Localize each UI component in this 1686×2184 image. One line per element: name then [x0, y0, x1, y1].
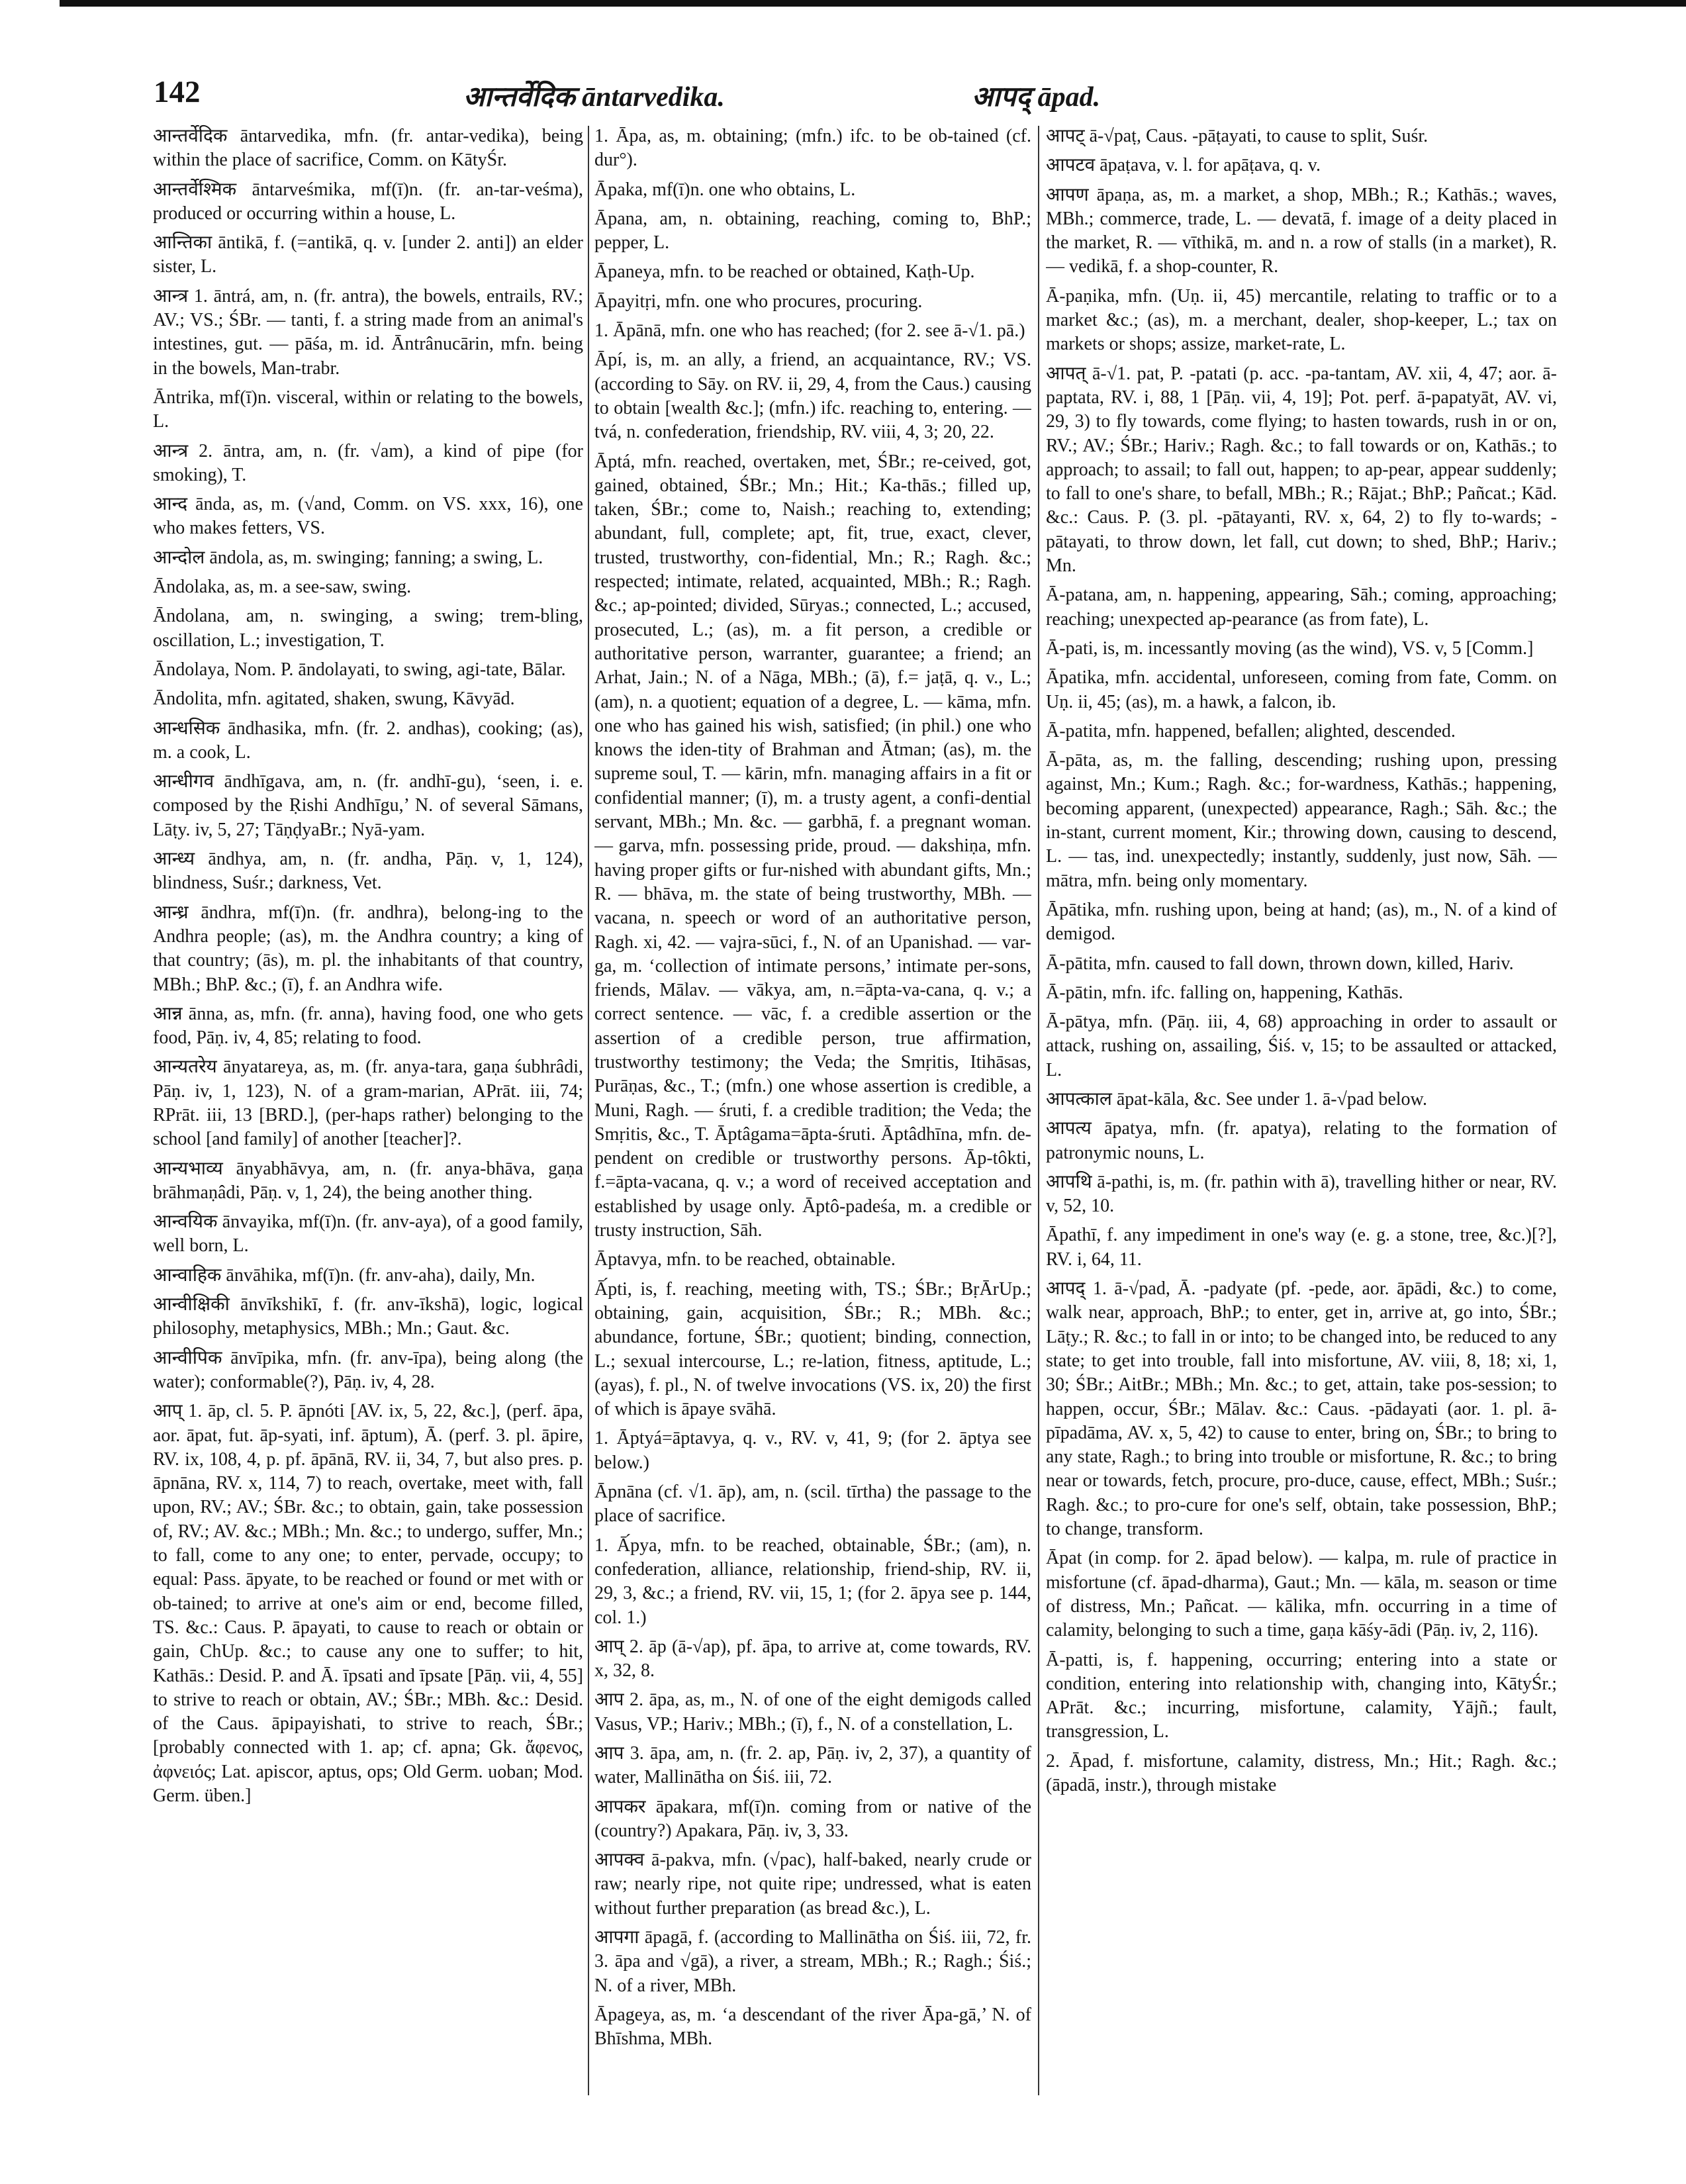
dictionary-entry: आपद् 1. ā-√pad, Ā. -padyate (pf. -pede, aor. āpādi, &c.) to come, walk near, approach, BhP.; to enter, get in, arrive at, go into, ŚBr.; Lāṭy.; R. &c.; to fall in or into; to be changed into, be reduced to any state; to get into trouble, fall into misfortune, AV. viii, 8, 18; xi, 1, 30; ŚBr.; AitBr.; MBh.; Mn. &c.; to get, attain, take pos-session; to happen, occur, ŚBr.; Mālav. &c.: Caus. -pādayati (aor. 1. pl. ā-pīpadāma, AV. x, 5, 42) to cause to enter, bring on, ŚBr.; to bring to any state, Ragh.; to bring into trouble or misfortune, R. &c.; to bring near or towards, fetch, procure, pro-duce, cause, effect, MBh.; Suśr.; Ragh. &c.; to pro-cure for one's self, obtain, take possession, BhP.; to change, transform. [1046, 1278, 1557, 1540]
dictionary-entry: Āpathī, f. any impediment in one's way (e. g. a stone, tree, &c.)[?], RV. i, 64, 11. [1046, 1225, 1557, 1270]
dictionary-entry: Āndolana, am, n. swinging, a swing; trem-bling, oscillation, L.; investigation, T. [153, 606, 583, 651]
dictionary-entry: Āpageya, as, m. ‘a descendant of the river Āpa-gā,’ N. of Bhīshma, MBh. [594, 2004, 1031, 2050]
dictionary-entry: Āptá, mfn. reached, overtaken, met, ŚBr.; re-ceived, got, gained, obtained, ŚBr.; Mn.; Hit.; Ka-thās.; filled up, taken, ŚBr.; come to, Naish.; reaching to, extending; abundant, full, complete; apt, fit, true, exact, clever, trusted, trustworthy, con-fidential, Mn.; R.; Ragh. &c.; respected; intimate, related, acquainted, MBh.; R.; Ragh. &c.; ap-pointed; divided, Sūryas.; connected, L.; accused, prosecuted, L.; (as), m. a fit person, a credible or authoritative person, warranter, guarantee; a friend; an Arhat, Jain.; N. of a Nāga, MBh.; (ā), f.= jaṭā, q. v., L.; (am), n. a quotient; equation of a degree, L. — kāma, mfn. one who has gained his wish, satisfied; (in phil.) one who knows the iden-tity of Brahman and Ātman; (as), m. the supreme soul, T. — kārin, mfn. managing affairs in a fit or confidential manner; (ī), m. a trusty agent, a confi-dential servant, MBh.; Mn. &c. — garbhā, f. a pregnant woman. — garva, mfn. possessing pride, proud. — dakshiṇa, mfn. having proper gifts or fur-nished with abundant gifts, Mn.; R. — bhāva, m. the state of being trustworthy, MBh. — vacana, n. speech or word of an authoritative person, Ragh. xi, 42. — vajra-sūci, f., N. of an Upanishad. — var-ga, m. ‘collection of intimate persons,’ intimate per-sons, friends, Mālav. — vākya, am, n.=āpta-va-cana, q. v.; a correct sentence. — vāc, f. a credible assertion or the assertion of a credible person, true affirmation, trustworthy testimony; the Veda; the Smṛitis, Itihāsas, Purāṇas, &c., T.; (mfn.) one whose assertion is credible, a Muni, Ragh. — śruti, f. a credible tradition; the Veda; the Smṛitis, &c., T. Āptâgama=āpta-śruti. Āptâdhīna, mfn. de-pendent on credible or trustworthy persons. Āp-tôkti, f.=āpta-vacana, q. v.; a word of received acceptation and established by usage only. Āptô-padeśa, m. a credible or trusty instruction, Sāh. [594, 451, 1031, 1241]
dictionary-entry: आन्त्र 2. āntra, am, n. (fr. √am), a kind of pipe (for smoking), T. [153, 440, 583, 485]
dictionary-entry: Āptavya, mfn. to be reached, obtainable. [594, 1249, 896, 1270]
dictionary-entry: Āpaneya, mfn. to be reached or obtained, Kaṭh-Up. [594, 261, 975, 283]
dictionary-entry: आपण āpaṇa, as, m. a market, a shop, MBh.; R.; Kathās.; waves, MBh.; commerce, trade, L. — devatā, f. image of a deity placed in the market, R. — vīthikā, m. and n. a row of stalls (in a market), R. — vedikā, f. a shop-counter, R. [1046, 184, 1557, 277]
dictionary-entry: आपट् ā-√paṭ, Caus. -pāṭayati, to cause to split, Suśr. [1046, 126, 1428, 146]
dictionary-entry: Āndolita, mfn. agitated, shaken, swung, Kāvyād. [153, 688, 515, 710]
dictionary-entry: आन्तर्वेदिक āntarvedika, mfn. (fr. antar-vedika), being within the place of sacrifice, Comm. on KātyŚr. [153, 126, 583, 171]
dictionary-entry: Ā-paṇika, mfn. (Uṇ. ii, 45) mercantile, relating to traffic or to a market &c.; (as), m. a merchant, dealer, shop-keeper, L.; tax on markets or shops; assize, market-rate, L. [1046, 285, 1557, 355]
dictionary-entry: Āpaka, mf(ī)n. one who obtains, L. [594, 179, 856, 200]
dictionary-entry: Ā-pātya, mfn. (Pāṇ. iii, 4, 68) approaching in order to assault or attack, rushing on, assailing, Śiś. v, 15; to be assaulted or attacked, L. [1046, 1012, 1557, 1080]
dictionary-entry: Āpatika, mfn. accidental, unforeseen, coming from fate, Comm. on Uṇ. ii, 45; (as), m. a hawk, a falcon, ib. [1046, 667, 1557, 712]
dictionary-entry: आन्द ānda, as, m. (√and, Comm. on VS. xxx, 16), one who makes fetters, VS. [153, 494, 583, 539]
dictionary-entry: Āpayitṛi, mfn. one who procures, procuring. [594, 291, 923, 312]
dictionary-entry: आपत् ā-√1. pat, P. -patati (p. acc. -pa-tantam, AV. xii, 4, 47; aor. ā-paptata, RV. i, 88, 1 [Pāṇ. vii, 4, 19]; Pot. perf. ā-papatyāt, AV. vi, 29, 3) to fly towards, come flying; to hasten towards, rush in or on, RV.; AV.; ŚBr.; Hariv.; Ragh. &c.; to fall towards or on, Kathās.; to approach; to assail; to fall out, happen; to ap-pear, appear suddenly; to fall to one's share, to befall, MBh.; R.; Rājat.; BhP.; Pañcat.; Kād. &c.: Caus. P. (3. pl. -pātayanti, RV. x, 64, 2) to fly to-wards; -pātayati, to throw down, let fall, cut down; to shed, BhP.; Hariv.; Mn. [1046, 363, 1557, 577]
dictionary-entry: 1. Āpānā, mfn. one who has reached; (for 2. see ā-√1. pā.) [594, 320, 1025, 342]
dictionary-entry: Āpātika, mfn. rushing upon, being at hand; (as), m., N. of a kind of demigod. [1046, 899, 1557, 945]
dictionary-column-right [1046, 124, 1557, 2144]
dictionary-entry: Āndolaka, as, m. a see-saw, swing. [153, 577, 412, 598]
dictionary-entry: आन्त्र 1. āntrá, am, n. (fr. antra), the bowels, entrails, RV.; AV.; VS.; ŚBr. — tanti, f. a string made from an animal's intestines, gut. — pāśa, m. id. Āntrânucārin, mfn. being in the bowels, Man-trabr. [153, 285, 583, 379]
dictionary-entry: 2. Āpad, f. misfortune, calamity, distress, Mn.; Hit.; Ragh. &c.; (āpadā, instr.), through mistake [1046, 1750, 1557, 1795]
dictionary-entry: Ā-pati, is, m. incessantly moving (as the wind), VS. v, 5 [Comm.] [1046, 638, 1534, 659]
dictionary-entry: Āntrika, mf(ī)n. visceral, within or relating to the bowels, L. [153, 387, 583, 432]
dictionary-entry: आन्तिका āntikā, f. (=antikā, q. v. [under 2. anti]) an elder sister, L. [153, 232, 583, 277]
dictionary-entry: आपथि ā-pathi, is, m. (fr. pathin with ā), travelling hither or near, RV. v, 52, 10. [1046, 1171, 1557, 1217]
dictionary-entry: आन्ध्र āndhra, mf(ī)n. (fr. andhra), belong-ing to the Andhra people; (as), m. the Andhra country; a king of that country; (ās), m. pl. the inhabitants of that country, MBh.; BhP. &c.; (ī), f. an Andhra wife. [153, 902, 583, 995]
dictionary-entry: Ā-pātin, mfn. ifc. falling on, happening, Kathās. [1046, 982, 1403, 1003]
dictionary-entry: आन्तर्वेश्मिक āntarveśmika, mf(ī)n. (fr. an-tar-veśma), produced or occurring within a house, L. [153, 179, 583, 224]
dictionary-entry: आन्वीक्षिकी ānvīkshikī, f. (fr. anv-īkshā), logic, logical philosophy, metaphysics, MBh.; Mn.; Gaut. &c. [153, 1294, 583, 1339]
dictionary-entry: आपक्व ā-pakva, mfn. (√pac), half-baked, nearly crude or raw; nearly ripe, not quite ripe; undressed, what is eaten without further preparation (as bread &c.), L. [594, 1850, 1031, 1919]
dictionary-entry: आन्धीगव āndhīgava, am, n. (fr. andhī-gu), ‘seen, i. e. composed by the Ṛishi Andhīgu,’ N. of several Sāmans, Lāṭy. iv, 5, 27; TāṇḍyaBr.; Nyā-yam. [153, 771, 583, 840]
dictionary-entry: Āpí, is, m. an ally, a friend, an acquaintance, RV.; VS. (according to Sāy. on RV. ii, 29, 4, from the Caus.) causing to obtain [wealth &c.]; (mfn.) ifc. reaching to, entering. — tvá, n. confederation, friendship, RV. viii, 4, 3; 20, 22. [594, 350, 1031, 443]
dictionary-entry: 1. Āpa, as, m. obtaining; (mfn.) ifc. to be ob-tained (cf. dur°). [594, 126, 1031, 171]
dictionary-entry: आन्वीपिक ānvīpika, mfn. (fr. anv-īpa), being along (the water); conformable(?), Pāṇ. iv, 4, 28. [153, 1347, 583, 1392]
dictionary-entry: आपकर āpakara, mf(ī)n. coming from or native of the (country?) Apakara, Pāṇ. iv, 3, 33. [594, 1796, 1031, 1841]
dictionary-entry: आन्वाहिक ānvāhika, mf(ī)n. (fr. anv-aha), daily, Mn. [153, 1264, 536, 1286]
dictionary-entry: Ā-pāta, as, m. the falling, descending; rushing upon, pressing against, Mn.; Kum.; Ragh. &c.; for-wardness, Kathās.; happening, becoming apparent, (unexpected) appearance, Ragh.; Sāh. &c.; the in-stant, current moment, Kir.; throwing down, causing to descend, L. — tas, ind. unexpectedly; instantly, suddenly, just now, Sāh. — mātra, mfn. being only momentary. [1046, 750, 1557, 891]
dictionary-entry: Āpana, am, n. obtaining, reaching, coming to, BhP.; pepper, L. [594, 208, 1031, 254]
dictionary-entry: Ā-pātita, mfn. caused to fall down, thrown down, killed, Hariv. [1046, 953, 1514, 974]
running-headword-left: आन्तर्वेदिक āntarvedika. [463, 82, 725, 113]
dictionary-entry: आन्वयिक ānvayika, mf(ī)n. (fr. anv-aya), of a good family, well born, L. [153, 1211, 583, 1257]
dictionary-entry: Ā-patti, is, f. happening, occurring; entering into a state or condition, entering into relationship with, changing into, KātyŚr.; APrāt. &c.; incurring, misfortune, calamity, Yājñ.; fault, transgression, L. [1046, 1649, 1557, 1742]
dictionary-entry: आपटव āpaṭava, v. l. for apāṭava, q. v. [1046, 155, 1321, 176]
dictionary-entry: आप् 2. āp (ā-√ap), pf. āpa, to arrive at, come towards, RV. x, 32, 8. [594, 1636, 1031, 1682]
dictionary-entry: Ā́pti, is, f. reaching, meeting with, TS.; ŚBr.; BṛĀrUp.; obtaining, gain, acquisition, ŚBr.; R.; MBh. &c.; abundance, fortune, ŚBr.; quotient; binding, connection, L.; sexual intercourse, L.; re-lation, fitness, aptitude, L.; (ayas), f. pl., N. of twelve invocations (VS. ix, 20) the first of which is āpaye svāhā. [594, 1278, 1031, 1420]
dictionary-entry: आप 3. āpa, am, n. (fr. 2. ap, Pāṇ. iv, 2, 37), a quantity of water, Mallinātha on Śiś. iii, 72. [594, 1743, 1031, 1788]
dictionary-entry: आन्यभाव्य ānyabhāvya, am, n. (fr. anya-bhāva, gaṇa brāhmaṇâdi, Pāṇ. v, 1, 24), the being another thing. [153, 1158, 583, 1203]
dictionary-entry: आन्यतरेय ānyatareya, as, m. (fr. anya-tara, gaṇa śubhrâdi, Pāṇ. iv, 1, 123), N. of a gram-marian, APrāt. iii, 74; RPrāt. iii, 13 [BRD.], (per-haps rather) belonging to the school [and family] of another [teacher]?. [153, 1057, 583, 1150]
dictionary-entry: Ā-patita, mfn. happened, befallen; alighted, descended. [1046, 720, 1456, 741]
page-number: 142 [154, 75, 201, 109]
dictionary-entry: आप 2. āpa, as, m., N. of one of the eight demigods called Vasus, VP.; Hariv.; MBh.; (ī), f., N. of a constellation, L. [594, 1689, 1031, 1734]
dictionary-entry: Āndolaya, Nom. P. āndolayati, to swing, agi-tate, Bālar. [153, 659, 566, 680]
dictionary-entry: Ā-patana, am, n. happening, appearing, Sāh.; coming, approaching; reaching; unexpected ap-pearance (as from fate), L. [1046, 585, 1557, 630]
running-headword-right: आपद् āpad. [972, 82, 1101, 113]
dictionary-entry: आन्धसिक āndhasika, mfn. (fr. 2. andhas), cooking; (as), m. a cook, L. [153, 718, 583, 763]
dictionary-entry: आप् 1. āp, cl. 5. P. āpnóti [AV. ix, 5, 22, &c.], (perf. āpa, aor. āpat, fut. āp-syati, inf. āptum), Ā. (perf. 3. pl. āpire, RV. ix, 108, 4, p. pf. āpānā, RV. ii, 34, 7, but also pres. p. āpnāna, RV. x, 114, 7) to reach, overtake, meet with, fall upon, RV.; AV.; ŚBr. &c.; to obtain, gain, take possession of, RV.; AV. &c.; MBh.; Mn. &c.; to undergo, suffer, Mn.; to fall, come to any one; to enter, pervade, occupy; to equal: Pass. āpyate, to be reached or found or met with or ob-tained; to arrive at one's aim or end, become filled, TS. &c.: Caus. P. āpayati, to cause to reach or obtain or gain, ChUp. &c.; to cause any one to suffer; to hit, Kathās.: Desid. P. and Ā. īpsati and īpsate [Pāṇ. vii, 4, 55] to strive to reach or obtain, AV.; ŚBr.; MBh. &c.: Desid. of the Caus. āpipayishati, to strive to reach, ŚBr.; [probably connected with 1. ap; cf. apna; Gk. ἄφενος, ἀφνειός; Lat. apiscor, aptus, ops; Old Germ. uoban; Mod. Germ. üben.] [153, 1401, 583, 1806]
dictionary-entry: आन्दोल āndola, as, m. swinging; fanning; a swing, L. [153, 547, 543, 568]
dictionary-entry: 1. Āptyá=āptavya, q. v., RV. v, 41, 9; (for 2. āptya see below.) [594, 1428, 1031, 1473]
dictionary-entry: आपत्काल āpat-kāla, &c. See under 1. ā-√pad below. [1046, 1088, 1427, 1110]
column-divider [1038, 126, 1039, 2095]
column-divider [588, 126, 589, 2095]
dictionary-entry: आन्न ānna, as, mfn. (fr. anna), having food, one who gets food, Pāṇ. iv, 4, 85; relating to food. [153, 1003, 583, 1049]
dictionary-entry: 1. Ā́pya, mfn. to be reached, obtainable, ŚBr.; (am), n. confederation, alliance, relationship, friend-ship, RV. ii, 29, 3, &c.; a friend, RV. vii, 15, 1; (for 2. āpya see p. 144, col. 1.) [594, 1535, 1031, 1628]
dictionary-entry: आपगा āpagā, f. (according to Mallinātha on Śiś. iii, 72, fr. 3. āpa and √gā), a river, a stream, MBh.; R.; Ragh.; Śiś.; N. of a river, MBh. [594, 1927, 1031, 1996]
page-header [0, 0, 1686, 132]
dictionary-entry: आपत्य āpatya, mfn. (fr. apatya), relating to the formation of patronymic nouns, L. [1046, 1118, 1557, 1163]
dictionary-column-middle [594, 124, 1031, 2144]
dictionary-entry: Āpnāna (cf. √1. āp), am, n. (scil. tīrtha) the passage to the place of sacrifice. [594, 1482, 1031, 1527]
dictionary-entry: आन्ध्य āndhya, am, n. (fr. andha, Pāṇ. v, 1, 124), blindness, Suśr.; darkness, Vet. [153, 849, 583, 894]
dictionary-column-left [153, 124, 583, 2144]
dictionary-entry: Āpat (in comp. for 2. āpad below). — kalpa, m. rule of practice in misfortune (cf. āpad-dharma), Gaut.; Mn. — kāla, m. season or time of distress, Mn.; Pañcat. — kālika, mfn. occurring in a time of calamity, belonging to such a time, gaṇa kāśy-ādi (Pāṇ. iv, 2, 116). [1046, 1548, 1557, 1641]
